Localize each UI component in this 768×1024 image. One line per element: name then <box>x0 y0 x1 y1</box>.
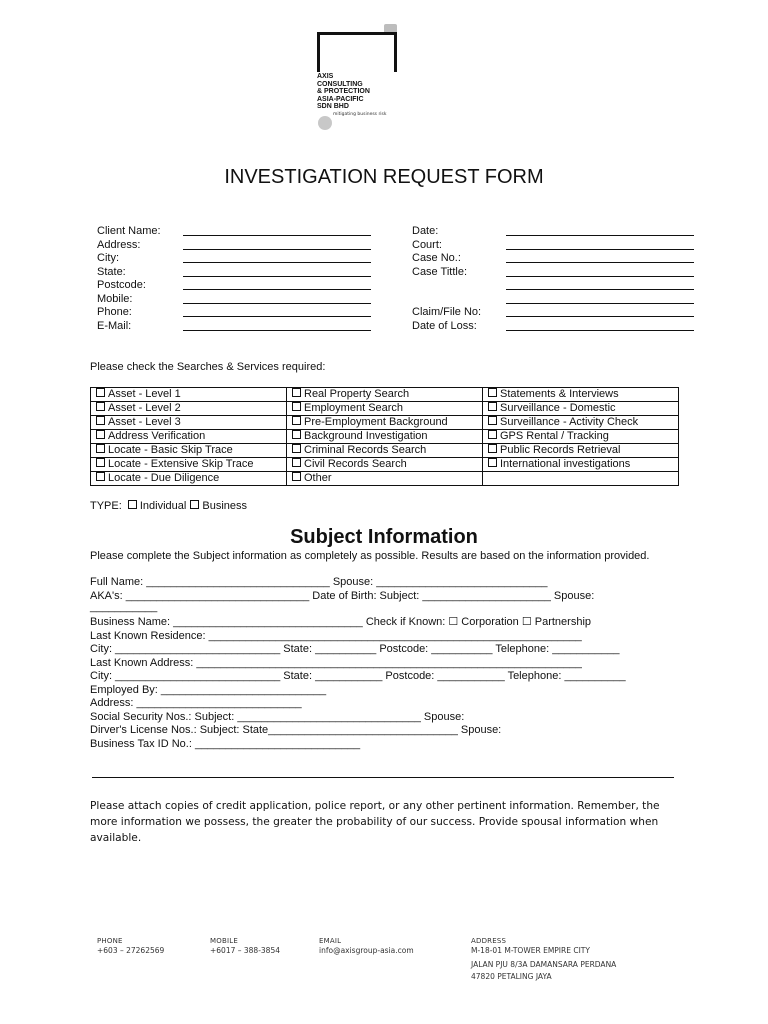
service-label: Statements & Interviews <box>500 388 619 400</box>
claim-file-no-label: Claim/File No: <box>412 306 482 318</box>
service-label: Asset - Level 1 <box>108 388 181 400</box>
footer-address-line: M-18-01 M-TOWER EMPIRE CITY <box>471 946 590 955</box>
service-option[interactable] <box>91 416 287 430</box>
checkbox-icon[interactable] <box>488 402 497 411</box>
table-row <box>91 416 679 430</box>
footer-phone-label: PHONE <box>97 937 123 945</box>
full-name-line[interactable]: Full Name: ______________________________ Spouse: ____________________________ <box>90 576 548 588</box>
checkbox-icon[interactable] <box>190 500 199 509</box>
address-field[interactable] <box>183 249 371 250</box>
table-row <box>91 388 679 402</box>
logo-line: AXIS <box>317 73 334 80</box>
table-row <box>91 458 679 472</box>
service-option[interactable] <box>287 388 483 402</box>
checkbox-icon[interactable] <box>96 402 105 411</box>
type-individual-label: Individual <box>139 500 187 512</box>
footer-mobile: +6017 – 388-3854 <box>210 946 280 955</box>
service-label: Public Records Retrieval <box>500 444 621 456</box>
service-option[interactable] <box>483 388 679 402</box>
footer-address-line: JALAN PJU 8/3A DAMANSARA PERDANA <box>471 960 617 969</box>
case-title-field-3[interactable] <box>506 303 694 304</box>
checkbox-icon[interactable] <box>96 416 105 425</box>
service-label: Locate - Due Diligence <box>108 472 220 484</box>
type-row <box>90 500 247 512</box>
client-name-label: Client Name: <box>97 225 161 237</box>
form-title: INVESTIGATION REQUEST FORM <box>224 166 544 188</box>
checkbox-icon[interactable] <box>292 402 301 411</box>
service-option[interactable] <box>483 430 679 444</box>
service-label: International investigations <box>500 458 631 470</box>
type-business-label: Business <box>202 500 248 512</box>
attach-note: Please attach copies of credit application, police report, or any other pertinent information. Remember, the more information we possess, the greater the probability of our success. Provide spousal information when available. <box>90 800 660 844</box>
footer-phone: +603 – 27262569 <box>97 946 165 955</box>
checkbox-icon[interactable] <box>292 388 301 397</box>
footer-email-label: EMAIL <box>319 937 342 945</box>
service-label: Criminal Records Search <box>304 444 427 456</box>
footer-address-label: ADDRESS <box>471 937 507 945</box>
checkbox-icon[interactable] <box>292 416 301 425</box>
checkbox-icon[interactable] <box>96 458 105 467</box>
state-label: State: <box>97 265 126 278</box>
service-label: Background Investigation <box>304 430 428 442</box>
service-option[interactable] <box>287 430 483 444</box>
service-option[interactable] <box>287 458 483 472</box>
service-option[interactable] <box>91 472 287 486</box>
postcode-field[interactable] <box>183 289 371 290</box>
service-label: Locate - Extensive Skip Trace <box>108 458 254 470</box>
footer-mobile-label: MOBILE <box>210 937 238 945</box>
logo-company-name <box>316 72 405 112</box>
service-option[interactable] <box>91 444 287 458</box>
footer-address-line: 47820 PETALING JAYA <box>471 972 552 981</box>
service-option[interactable] <box>483 416 679 430</box>
service-label: Surveillance - Activity Check <box>500 416 639 428</box>
social-security-line[interactable]: Social Security Nos.: Subject: ______________________________ Spouse: <box>90 710 465 723</box>
residence-city-line[interactable]: City: ___________________________ State: __________ Postcode: __________ Telephone: ___________ <box>90 643 620 655</box>
subject-intro: Please complete the Subject information as completely as possible. Results are based on the information provided. <box>90 550 650 562</box>
checkbox-icon[interactable] <box>292 472 301 481</box>
last-known-residence-line[interactable]: Last Known Residence: _____________________________________________________________ <box>90 629 582 642</box>
checkbox-icon[interactable] <box>488 430 497 439</box>
logo-line: ASIA-PACIFIC <box>317 95 364 103</box>
business-name-line[interactable]: Business Name: _______________________________ Check if Known: ☐ Corporation ☐ Partnership <box>90 616 592 628</box>
services-prompt: Please check the Searches & Services required: <box>90 361 326 373</box>
service-label: Address Verification <box>108 430 206 442</box>
city-label: City: <box>97 252 119 264</box>
empty-cell <box>483 472 679 486</box>
logo-accent-top <box>384 24 397 32</box>
business-tax-id-line[interactable]: Business Tax ID No.: ___________________________ <box>90 737 361 750</box>
claim-file-no-field[interactable] <box>506 316 694 317</box>
postcode-label: Postcode: <box>97 279 146 291</box>
client-name-field[interactable] <box>183 235 371 236</box>
email-field[interactable] <box>183 330 371 331</box>
checkbox-icon[interactable] <box>488 388 497 397</box>
service-option[interactable] <box>91 402 287 416</box>
service-option[interactable] <box>287 444 483 458</box>
checkbox-icon[interactable] <box>292 444 301 453</box>
service-label: Employment Search <box>304 402 404 414</box>
checkbox-icon[interactable] <box>96 388 105 397</box>
checkbox-icon[interactable] <box>488 444 497 453</box>
case-title-field-2[interactable] <box>506 289 694 290</box>
service-label: Surveillance - Domestic <box>500 402 616 414</box>
court-label: Court: <box>412 238 442 251</box>
service-option[interactable] <box>287 402 483 416</box>
date-of-loss-field[interactable] <box>506 330 694 331</box>
logo-line: & PROTECTION <box>317 88 370 96</box>
case-no-field[interactable] <box>506 262 694 263</box>
last-known-address-line[interactable]: Last Known Address: _______________________________________________________________ <box>90 656 582 669</box>
date-label: Date: <box>412 225 439 237</box>
checkbox-icon[interactable] <box>488 416 497 425</box>
table-row <box>91 444 679 458</box>
employer-address-line[interactable]: Address: ___________________________ <box>90 697 302 709</box>
service-option[interactable] <box>287 416 483 430</box>
date-field[interactable] <box>506 235 694 236</box>
service-label: Locate - Basic Skip Trace <box>108 444 233 456</box>
footer-email[interactable]: info@axisgroup-asia.com <box>319 946 414 955</box>
email-label: E-Mail: <box>97 319 132 332</box>
city-field[interactable] <box>183 262 371 263</box>
service-option[interactable] <box>483 444 679 458</box>
drivers-license-line[interactable]: Dirver's License Nos.: Subject: State_______________________________ Spouse: <box>90 724 502 736</box>
employed-by-line[interactable]: Employed By: ___________________________ <box>90 683 327 696</box>
checkbox-icon[interactable] <box>96 444 105 453</box>
checkbox-icon[interactable] <box>292 458 301 467</box>
address-city-line[interactable]: City: ___________________________ State: ___________ Postcode: ___________ Telephone: __________ <box>90 670 626 682</box>
mobile-label: Mobile: <box>97 292 133 305</box>
service-label: Civil Records Search <box>304 458 407 470</box>
service-option[interactable] <box>91 388 287 402</box>
service-label: Pre-Employment Background <box>304 416 448 428</box>
state-field[interactable] <box>183 276 371 277</box>
aka-line[interactable]: AKA's: ______________________________ Date of Birth: Subject: _____________________ Spouse: <box>90 589 595 602</box>
case-title-label: Case Tittle: <box>412 265 468 278</box>
service-option[interactable] <box>483 402 679 416</box>
service-label: Asset - Level 3 <box>108 416 181 428</box>
phone-label: Phone: <box>97 306 132 318</box>
checkbox-icon[interactable] <box>96 472 105 481</box>
service-option[interactable] <box>91 430 287 444</box>
case-no-label: Case No.: <box>412 252 461 264</box>
table-row <box>91 472 679 486</box>
court-field[interactable] <box>506 249 694 250</box>
checkbox-icon[interactable] <box>292 430 301 439</box>
checkbox-icon[interactable] <box>488 458 497 467</box>
table-row <box>91 430 679 444</box>
checkbox-icon[interactable] <box>128 500 137 509</box>
date-of-loss-label: Date of Loss: <box>412 319 477 332</box>
mobile-field[interactable] <box>183 303 371 304</box>
service-option[interactable] <box>91 458 287 472</box>
phone-field[interactable] <box>183 316 371 317</box>
address-label: Address: <box>97 238 141 251</box>
checkbox-icon[interactable] <box>96 430 105 439</box>
case-title-field[interactable] <box>506 276 694 277</box>
aka-spouse-continuation-line[interactable]: ___________ <box>90 601 158 613</box>
logo-line: CONSULTING <box>317 80 363 88</box>
logo-circle-accent <box>318 116 332 130</box>
divider-line <box>92 777 674 778</box>
type-label: TYPE: <box>90 500 122 512</box>
service-label: GPS Rental / Tracking <box>500 430 609 442</box>
service-option[interactable] <box>483 458 679 472</box>
table-row <box>91 402 679 416</box>
service-label: Real Property Search <box>304 388 410 400</box>
service-label: Other <box>304 472 332 484</box>
logo-tagline: mitigating business risk <box>333 112 387 117</box>
service-option[interactable] <box>287 472 483 486</box>
services-table <box>90 387 679 486</box>
logo-line: SDN BHD <box>317 103 349 111</box>
subject-heading: Subject Information <box>290 526 478 548</box>
service-label: Asset - Level 2 <box>108 402 181 414</box>
